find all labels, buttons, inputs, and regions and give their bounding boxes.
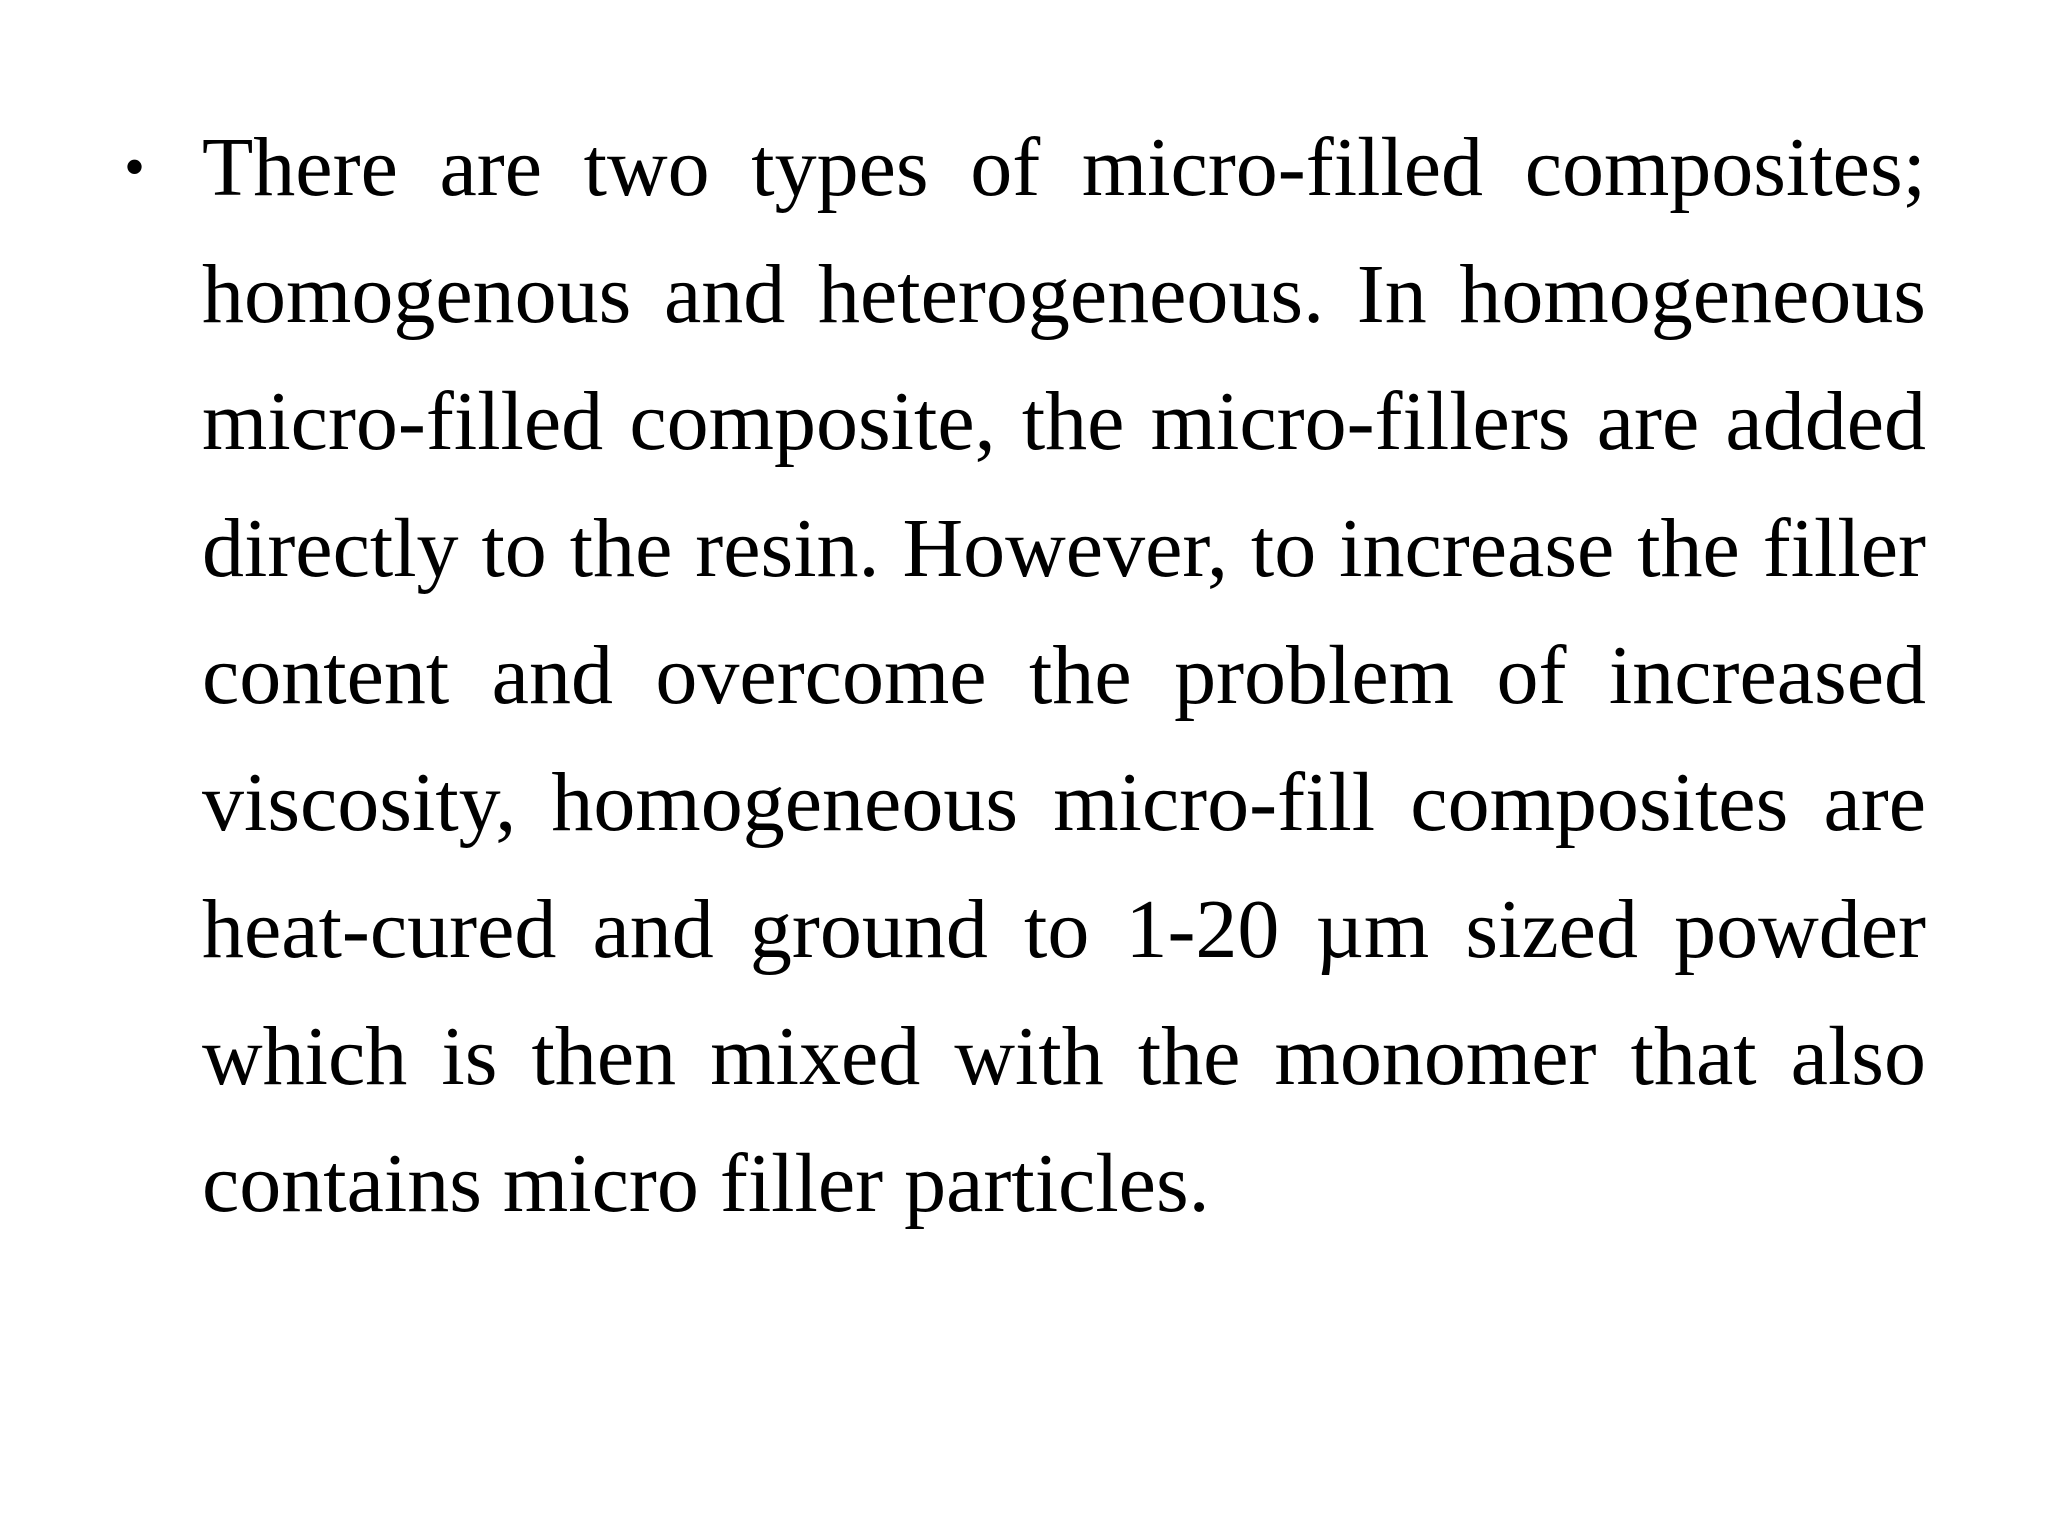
bullet-text: There are two types of micro-filled composites; homogenous and heterogeneous. In homogeneous micro-filled composite, the micro-fillers are added directly to the resin. However, to increase the filler content and overcome the problem of increased viscosity, homogeneous micro-fill composites are heat-cured and ground to 1-20 µm sized powder which is then mixed with the monomer that also contains micro filler particles.: [202, 121, 1926, 1230]
bullet-list: [124, 104, 1926, 1247]
bullet-item: [124, 104, 1926, 1247]
bullet-marker: •: [124, 134, 146, 200]
